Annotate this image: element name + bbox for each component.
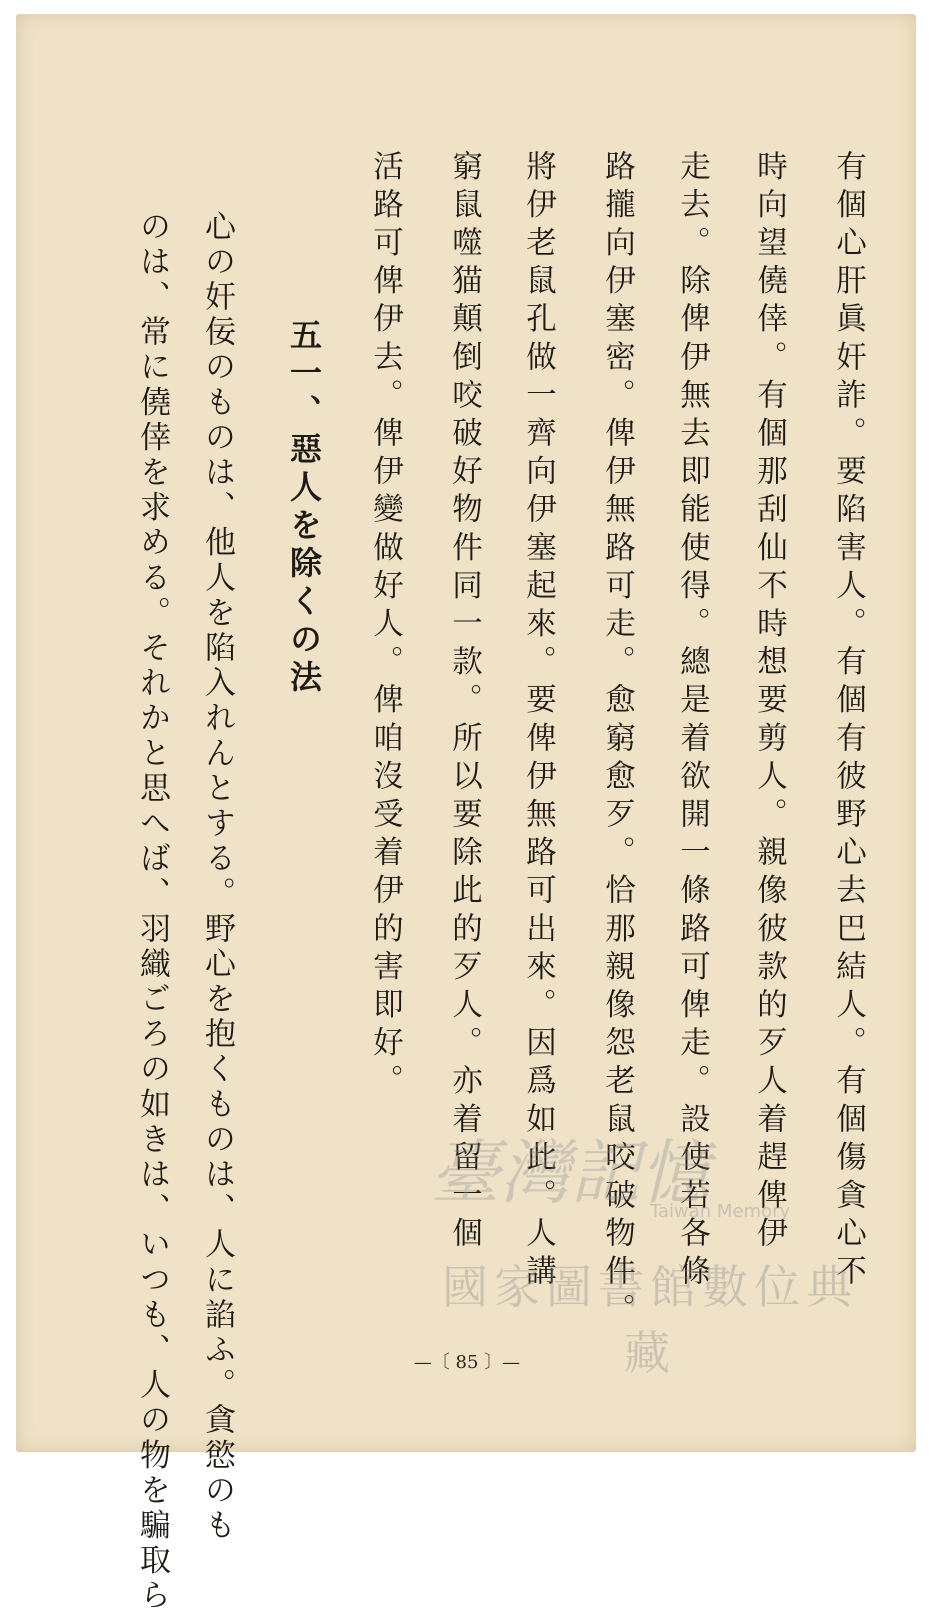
commentary-column-1: 心の奸佞のものは、他人を陷入れんとする。野心を抱くものは、人に諂ふ。貪慾のも xyxy=(199,210,235,1544)
svg-text:Taiwan Memory: Taiwan Memory xyxy=(650,1201,791,1222)
dialogue-column-4: 路攏向伊塞密。俾伊無路可走。愈窮愈歹。恰那親像怨老鼠咬破物件。 xyxy=(599,150,635,1332)
svg-text:臺灣記憶: 臺灣記憶 xyxy=(430,1132,710,1214)
dialogue-column-2: 時向望僥倖。有個那刮仙不時想要剪人。親像彼款的歹人着趕俾伊 xyxy=(751,150,787,1255)
dialogue-column-6: 窮鼠噬猫顛倒咬破好物件同一款。所以要除此的歹人。亦着留一個 xyxy=(446,150,482,1255)
dialogue-column-3: 走去。除俾伊無去即能使得。總是着欲開一條路可俾走。設使若各條 xyxy=(674,150,710,1293)
dialogue-column-5: 將伊老鼠孔做一齊向伊塞起來。要俾伊無路可出來。因爲如此。人講 xyxy=(520,150,556,1293)
dialogue-column-7: 活路可俾伊去。俾伊變做好人。俾咱沒受着伊的害即好。 xyxy=(367,150,403,1103)
commentary-column-2: のは、常に僥倖を求める。それかと思へば、羽織ごろの如きは、いつも、人の物を騙取ら xyxy=(134,210,170,1614)
page-number: —〔 85 〕— xyxy=(413,1352,521,1373)
watermark-org-name: 國家圖書館數位典藏 xyxy=(442,1260,858,1380)
dialogue-column-1: 有個心肝眞奸詐。要陷害人。有個有彼野心去巴結人。有個傷貪心不 xyxy=(830,150,866,1293)
section-heading: 五一、惡人を除くの法 xyxy=(285,318,323,698)
